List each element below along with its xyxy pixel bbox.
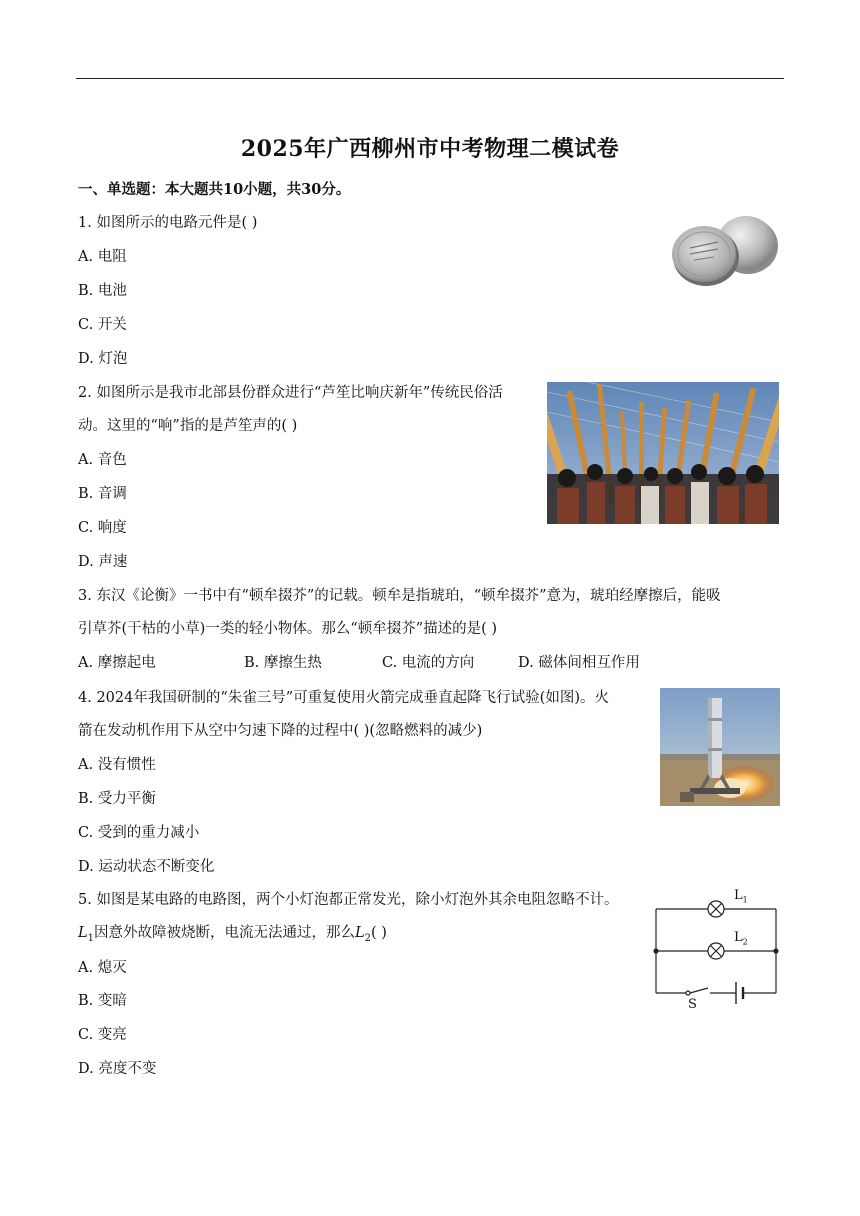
question-5-stem-line-1: 5. 如图是某电路的电路图，两个小灯泡都正常发光，除小灯泡外其余电阻忽略不计。 xyxy=(78,892,619,908)
header-rule xyxy=(76,78,784,79)
question-5-option-c: C. 变亮 xyxy=(78,1027,127,1043)
coin-battery-image xyxy=(668,212,782,288)
page-title: 2025年广西柳州市中考物理二模试卷 xyxy=(240,136,620,162)
circuit-diagram xyxy=(648,884,784,1014)
question-5-option-d: D. 亮度不变 xyxy=(78,1061,157,1077)
question-5-stem-paren: ( ) xyxy=(371,925,387,941)
question-1-option-a: A. 电阻 xyxy=(78,249,127,265)
question-2-stem-line-1: 2. 如图所示是我市北部县份群众进行“芦笙比响庆新年”传统民俗活 xyxy=(78,385,503,401)
question-1-stem: 1. 如图所示的电路元件是( ) xyxy=(78,215,258,231)
section-heading: 一、单选题：本大题共10小题，共30分。 xyxy=(78,181,351,198)
l1-subscript: 1 xyxy=(87,932,95,944)
question-1-option-d: D. 灯泡 xyxy=(78,351,128,367)
question-4-option-d: D. 运动状态不断变化 xyxy=(78,859,215,875)
question-4-stem-line-2: 箭在发动机作用下从空中匀速下降的过程中( )(忽略燃料的减少) xyxy=(78,723,483,739)
question-2-option-d: D. 声速 xyxy=(78,554,128,570)
question-3-stem-line-2: 引草芥(干枯的小草)一类的轻小物体。那么“顿牟掇芥”描述的是( ) xyxy=(78,621,498,637)
question-5-option-b: B. 变暗 xyxy=(78,993,127,1009)
l2-subscript: 2 xyxy=(364,932,372,944)
lamp-l2-label: $L_2$ xyxy=(734,930,748,947)
question-3-option-c: C. 电流的方向 xyxy=(382,655,475,671)
question-3-option-d: D. 磁体间相互作用 xyxy=(518,655,640,671)
question-5-stem-text: 因意外故障被烧断，电流无法通过，那么 xyxy=(94,925,356,941)
question-5-option-a: A. 熄灭 xyxy=(78,960,127,976)
lamp-l1-label: $L_1$ xyxy=(734,888,748,905)
question-2-option-c: C. 响度 xyxy=(78,520,127,536)
rocket-landing-photo xyxy=(660,688,780,806)
question-2-stem-line-2: 动。这里的“响”指的是芦笙声的( ) xyxy=(78,418,298,434)
question-4-option-c: C. 受到的重力减小 xyxy=(78,825,200,841)
question-1-option-c: C. 开关 xyxy=(78,317,127,333)
question-3-option-b: B. 摩擦生热 xyxy=(244,655,322,671)
question-5-stem-line-2 xyxy=(78,923,387,949)
question-3-options xyxy=(78,653,640,673)
question-1-option-b: B. 电池 xyxy=(78,283,127,299)
l1-symbol: L xyxy=(78,925,88,941)
lusheng-festival-photo xyxy=(547,382,779,524)
question-3-option-a: A. 摩擦起电 xyxy=(78,655,156,671)
question-2-option-b: B. 音调 xyxy=(78,486,127,502)
switch-label: S xyxy=(688,997,697,1012)
l2-symbol: L xyxy=(355,925,365,941)
question-4-option-a: A. 没有惯性 xyxy=(78,757,156,773)
question-3-stem-line-1: 3. 东汉《论衡》一书中有“顿牟掇芥”的记载。顿牟是指琥珀，“顿牟掇芥”意为，琥珀经摩擦后，能吸 xyxy=(78,588,721,604)
question-4-option-b: B. 受力平衡 xyxy=(78,791,156,807)
question-4-stem-line-1: 4. 2024年我国研制的“朱雀三号”可重复使用火箭完成垂直起降飞行试验(如图)。火 xyxy=(78,690,609,706)
question-2-option-a: A. 音色 xyxy=(78,452,127,468)
